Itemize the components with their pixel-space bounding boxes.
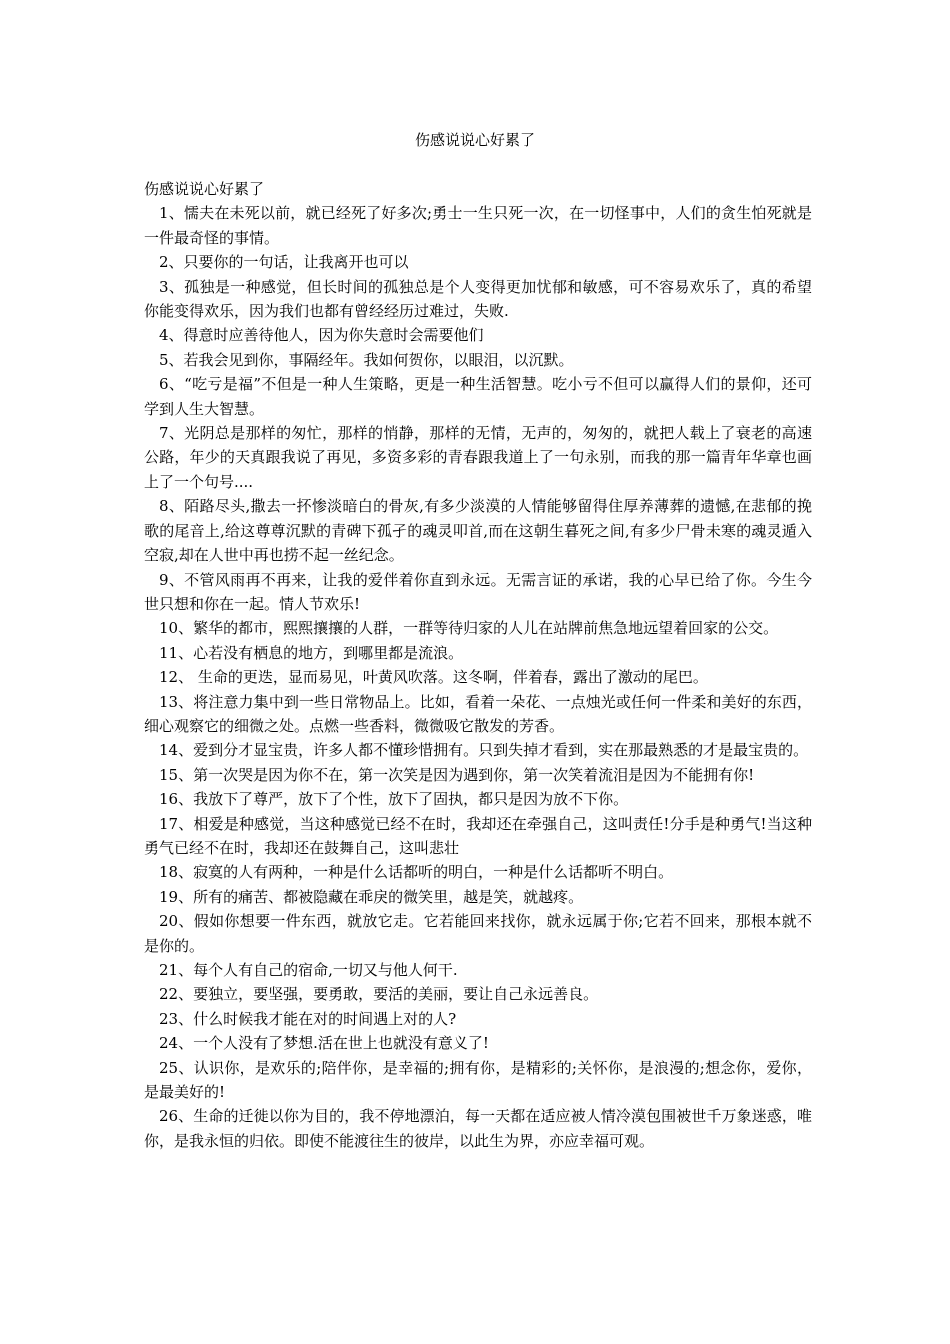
paragraph-item-20: 20、假如你想要一件东西，就放它走。它若能回来找你，就永远属于你;它若不回来，那根本就不是你的。 <box>144 912 812 955</box>
paragraph-item-7: 7、光阴总是那样的匆忙，那样的悄静，那样的无情，无声的，匆匆的，就把人载上了衰老的高速公路，年少的天真跟我说了再见，多资多彩的青春跟我道上了一句永别，而我的那一篇青年华章也画上了一个句号.... <box>144 424 812 491</box>
paragraph-item-26: 26、生命的迁徙以你为目的，我不停地漂泊，每一天都在适应被人情冷漠包围被世千万象迷惑，唯你，是我永恒的归依。即使不能渡往生的彼岸，以此生为界，亦应幸福可观。 <box>144 1107 812 1150</box>
paragraph-item-14: 14、爱到分才显宝贵，许多人都不懂珍惜拥有。只到失掉才看到，实在那最熟悉的才是最宝贵的。 <box>159 741 809 760</box>
paragraph-item-16: 16、我放下了尊严，放下了个性，放下了固执，都只是因为放不下你。 <box>159 790 629 809</box>
paragraph-item-22: 22、要独立，要坚强，要勇敢，要活的美丽，要让自己永远善良。 <box>159 985 599 1004</box>
paragraph-item-17: 17、相爱是种感觉，当这种感觉已经不在时，我却还在牵强自己，这叫责任!分手是种勇气!当这种勇气已经不在时，我却还在鼓舞自己，这叫悲壮 <box>144 814 812 857</box>
paragraph-item-6: 6、“吃亏是福”不但是一种人生策略，更是一种生活智慧。吃小亏不但可以赢得人们的景仰，还可学到人生大智慧。 <box>144 375 812 418</box>
paragraph-item-4: 4、得意时应善待他人，因为你失意时会需要他们 <box>159 326 484 345</box>
paragraph-item-11: 11、心若没有栖息的地方，到哪里都是流浪。 <box>159 643 464 662</box>
paragraph-item-5: 5、若我会见到你，事隔经年。我如何贺你，以眼泪，以沉默。 <box>159 350 574 369</box>
paragraph-item-13: 13、将注意力集中到一些日常物品上。比如，看着一朵花、一点烛光或任何一件柔和美好的东西，细心观察它的细微之处。点燃一些香料，微微吸它散发的芳香。 <box>144 692 812 735</box>
paragraph-item-24: 24、一个人没有了梦想.活在世上也就没有意义了! <box>159 1034 489 1053</box>
paragraph-item-10: 10、繁华的都市，熙熙攘攘的人群，一群等待归家的人儿在站牌前焦急地远望着回家的公交。 <box>159 619 779 638</box>
paragraph-item-2: 2、只要你的一句话，让我离开也可以 <box>159 253 409 272</box>
paragraph-item-25: 25、认识你，是欢乐的;陪伴你，是幸福的;拥有你，是精彩的;关怀你，是浪漫的;想念你，爱你，是最美好的! <box>144 1058 812 1102</box>
paragraph-item-23: 23、什么时候我才能在对的时间遇上对的人? <box>159 1009 457 1028</box>
document-subtitle: 伤感说说心好累了 <box>144 180 265 198</box>
paragraph-item-9: 9、不管风雨再不再来，让我的爱伴着你直到永远。无需言证的承诺，我的心早已给了你。今生今世只想和你在一起。情人节欢乐! <box>144 570 812 613</box>
paragraph-item-19: 19、所有的痛苦、都被隐藏在乖戾的微笑里，越是笑，就越疼。 <box>159 887 584 906</box>
document-body <box>144 177 812 1153</box>
paragraph-item-15: 15、第一次哭是因为你不在，第一次笑是因为遇到你，第一次笑着流泪是因为不能拥有你! <box>159 765 755 784</box>
paragraph-item-21: 21、每个人有自己的宿命,一切又与他人何干. <box>159 961 458 979</box>
paragraph-item-1: 1、懦夫在未死以前，就已经死了好多次;勇士一生只死一次，在一切怪事中，人们的贪生怕死就是一件最奇怪的事情。 <box>144 204 812 247</box>
paragraph-item-3: 3、孤独是一种感觉，但长时间的孤独总是个人变得更加忧郁和敏感，可不容易欢乐了，真的希望你能变得欢乐，因为我们也都有曾经经历过难过，失败. <box>144 277 812 321</box>
paragraph-item-18: 18、寂寞的人有两种，一种是什么话都听的明白，一种是什么话都听不明白。 <box>159 863 674 882</box>
page-title: 伤感说说心好累了 <box>414 131 535 149</box>
paragraph-item-8: 8、陌路尽头,撒去一抔惨淡暗白的骨灰,有多少淡漠的人情能够留得住厚养薄葬的遗憾,在悲郁的挽歌的尾音上,给这尊尊沉默的青碑下孤孑的魂灵叩首,而在这朝生暮死之间,有多少尸骨未寒的魂灵遁入空寂,却在人世中再也捞不起一丝纪念。 <box>144 497 812 565</box>
paragraph-item-12: 12、 生命的更迭，显而易见，叶黄风吹落。这冬啊，伴着春，露出了激动的尾巴。 <box>159 668 708 687</box>
